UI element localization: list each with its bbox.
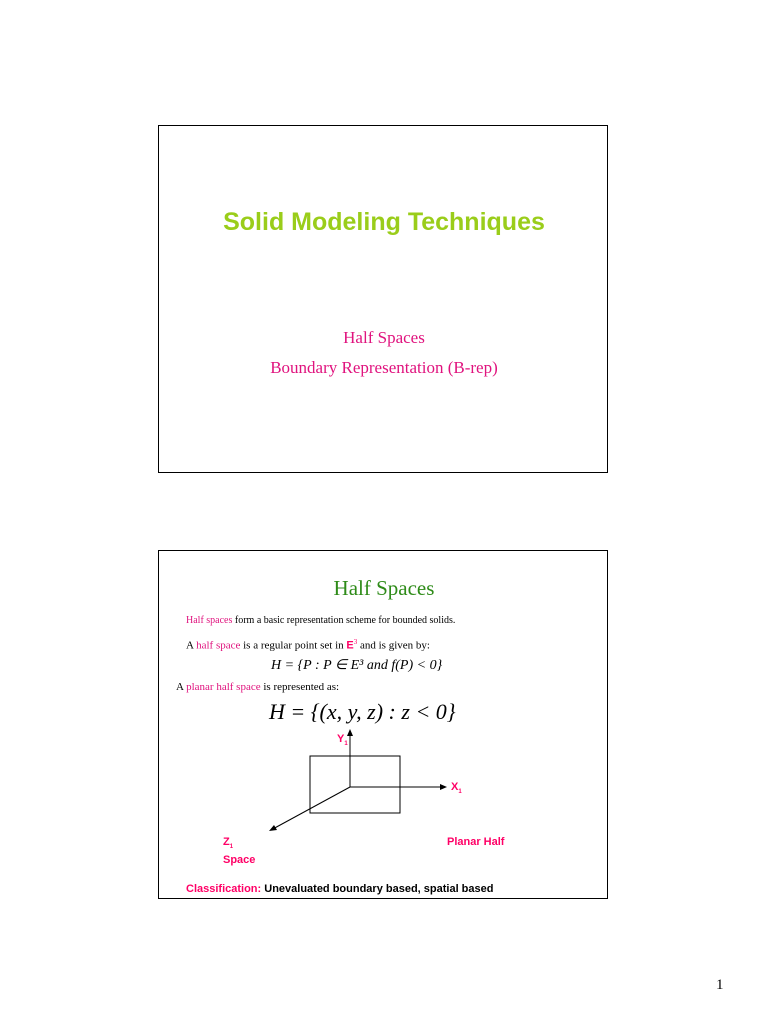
half-space-term: half space xyxy=(196,639,241,652)
half-spaces-intro xyxy=(186,615,455,626)
y-axis-arrow xyxy=(347,729,353,736)
planar-half-space-definition xyxy=(176,681,339,693)
page-number: 1 xyxy=(716,977,724,993)
z-axis-arrow xyxy=(269,825,277,831)
equation-planar-half-space: H = {(x, y, z) : z < 0} xyxy=(269,699,456,724)
z-axis-label: $Z_1$ xyxy=(223,836,234,851)
y-axis-label: $Y_1$ xyxy=(337,733,348,748)
classification-label: Classification: xyxy=(186,883,262,895)
slide-1-subtitle-2: Boundary Representation (B-rep) xyxy=(270,358,498,377)
definition-mid: is a regular point set in xyxy=(240,639,347,652)
slide-1 xyxy=(158,125,608,473)
slide-1-subtitle-1: Half Spaces xyxy=(343,328,425,347)
intro-rest: form a basic representation scheme for bounded solids. xyxy=(232,615,456,626)
planar-suffix: is represented as: xyxy=(260,681,340,693)
half-space-diagram xyxy=(259,726,459,836)
half-space-plane xyxy=(310,756,400,813)
half-spaces-term: Half spaces xyxy=(186,615,233,626)
diagram-caption-2: Space xyxy=(223,854,256,866)
set-superscript: 3 xyxy=(353,638,358,646)
equation-half-space: H = {P : P ∈ E³ and f(P) < 0} xyxy=(271,658,443,673)
slide-1-title: Solid Modeling Techniques xyxy=(223,208,545,236)
x-axis-arrow xyxy=(440,784,447,790)
planar-prefix: A xyxy=(176,681,187,693)
definition-suffix: and is given by: xyxy=(357,639,430,652)
half-space-definition xyxy=(186,638,430,652)
classification xyxy=(186,883,493,895)
diagram-caption-1: Planar Half xyxy=(447,836,505,848)
planar-half-space-term: planar half space xyxy=(186,681,261,693)
classification-text: Unevaluated boundary based, spatial based xyxy=(261,883,494,895)
x-axis-label: $X_1$ xyxy=(451,781,462,796)
set-symbol: E xyxy=(346,639,354,652)
definition-prefix: A xyxy=(186,639,197,652)
slide-2-title: Half Spaces xyxy=(333,576,435,600)
slide-2 xyxy=(158,550,608,899)
